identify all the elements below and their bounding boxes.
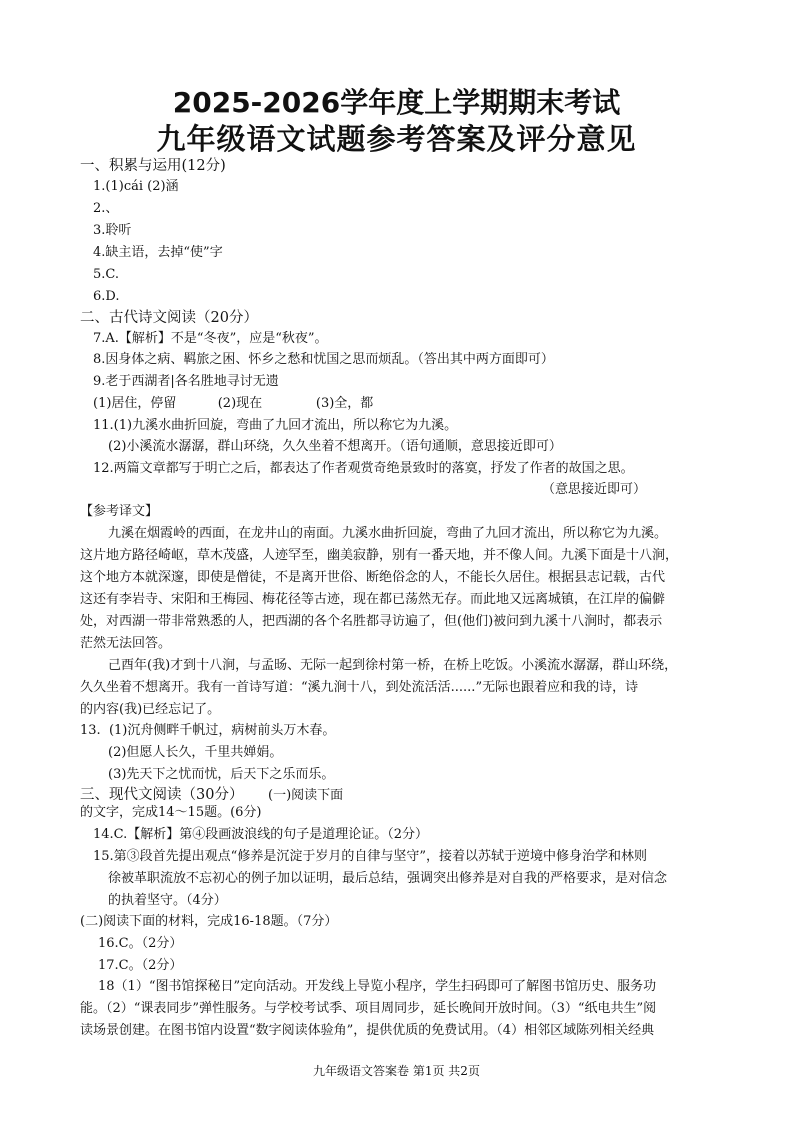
answer-line: 18（1）“图书馆探秘日”定向活动。开发线上导览小程序，学生扫码即可了解图书馆历史、服务功 — [98, 979, 657, 994]
answer-line: 的执着坚守。（4分） — [108, 893, 227, 908]
translation-label: 【参考译文】 — [80, 504, 159, 519]
answer-line: 15.第③段首先提出观点“修养是沉淀于岁月的自律与坚守”，接着以苏轼于逆境中修身治学和林则 — [93, 849, 647, 864]
answer-line: (2)但愿人长久，千里共婵娟。 — [108, 745, 283, 760]
answer-line: 3.聆听 — [93, 223, 132, 238]
answer-line: 1.(1)cái (2)涵 — [93, 179, 179, 194]
answer-line: 14.C.【解析】第④段画波浪线的句子是道理论证。（2分） — [93, 827, 429, 842]
answer-line: (2)小溪流水潺潺，群山环绕，久久坐着不想离开。（语句通顺，意思接近即可） — [108, 439, 562, 454]
answer-line: 12.两篇文章都写于明亡之后，都表达了作者观赏奇绝景致时的落寞，抒发了作者的故国之思。 — [93, 461, 634, 476]
section-heading-2: 二、古代诗文阅读（20分） — [80, 310, 258, 326]
answer-line: 13. (1)沉舟侧畔千帆过，病树前头万木春。 — [80, 723, 336, 738]
answer-line: 读场景创建。在图书馆内设置“数字阅读体验角”，提供优质的免费试用。（4）相邻区域陈列相关经典 — [80, 1023, 655, 1038]
answer-line: 4.缺主语，去掉“使”字 — [93, 245, 223, 260]
answer-line: 9.老于西湖者|各名胜地寻讨无遗 — [93, 374, 279, 389]
translation-line: 这个地方本就深邃，即使是僧徒，不是离开世俗、断绝俗念的人，不能长久居住。根据县志记载，古代 — [80, 570, 666, 585]
section-heading-1: 一、积累与运用(12分) — [80, 158, 226, 174]
section-heading-3: 三、现代文阅读（30分） — [80, 787, 244, 803]
answer-line: 5.C. — [93, 267, 120, 282]
subsection-heading: (一)阅读下面 — [268, 788, 344, 803]
answer-line: (1)居住，停留 (2)现在 (3)全，都 — [93, 396, 374, 411]
answer-line: 8.因身体之病、羁旅之困、怀乡之愁和忧国之思而烦乱。（答出其中两方面即可） — [93, 352, 554, 367]
subsection-heading: 的文字，完成14～15题。(6分) — [80, 805, 262, 820]
translation-line: 这片地方路径崎岖，草木茂盛，人迹罕至，幽美寂静，别有一番天地，并不像人间。九溪下面是十八涧， — [80, 548, 679, 563]
translation-line: 茫然无法回答。 — [80, 636, 172, 651]
answer-line: 17.C。（2分） — [98, 958, 183, 973]
translation-line: 己酉年(我)才到十八涧，与孟旸、无际一起到徐村第一桥，在桥上吃饭。小溪流水潺潺，群山环绕， — [108, 658, 678, 673]
translation-line: 的内容(我)已经忘记了。 — [80, 702, 221, 717]
answer-line: (3)先天下之忧而忧，后天下之乐而乐。 — [108, 767, 335, 782]
answer-line: （意思接近即可） — [542, 482, 647, 497]
translation-line: 久久坐着不想离开。我有一首诗写道：“溪九涧十八，到处流活活......”无际也跟着应和我的诗，诗 — [80, 680, 639, 695]
answer-line: 能。（2）“课表同步”弹性服务。与学校考试季、项目周同步，延长晚间开放时间。（3）“纸电共生”阅 — [80, 1001, 657, 1016]
answer-line: 11.(1)九溪水曲折回旋，弯曲了九回才流出，所以称它为九溪。 — [93, 418, 458, 433]
page-footer: 九年级语文答案卷 第1页 共2页 — [313, 1064, 480, 1078]
translation-line: 这还有李岩寺、宋阳和王梅园、梅花径等古迹，现在都已荡然无存。而此地又远离城镇，在江岸的偏僻 — [80, 592, 666, 607]
page-subtitle: 九年级语文试题参考答案及评分意见 — [156, 122, 637, 156]
answer-line: 7.A.【解析】不是“冬夜”，应是“秋夜”。 — [93, 331, 328, 346]
page-title: 2025-2026学年度上学期期末考试 — [172, 86, 621, 119]
answer-line: 16.C。（2分） — [98, 936, 183, 951]
subsection-heading: (二)阅读下面的材料，完成16-18题。（7分） — [80, 914, 338, 929]
translation-line: 处，对西湖一带非常熟悉的人，把西湖的各个名胜都寻访遍了，但(他们)被问到九溪十八涧时，都表示 — [80, 614, 663, 629]
answer-line: 2.、 — [93, 201, 119, 216]
answer-line: 6.D. — [93, 289, 120, 304]
answer-line: 徐被革职流放不忘初心的例子加以证明，最后总结，强调突出修养是对自我的严格要求，是对信念 — [108, 871, 668, 886]
translation-line: 九溪在烟霞岭的西面，在龙井山的南面。九溪水曲折回旋，弯曲了九回才流出，所以称它为九溪。 — [108, 526, 668, 541]
